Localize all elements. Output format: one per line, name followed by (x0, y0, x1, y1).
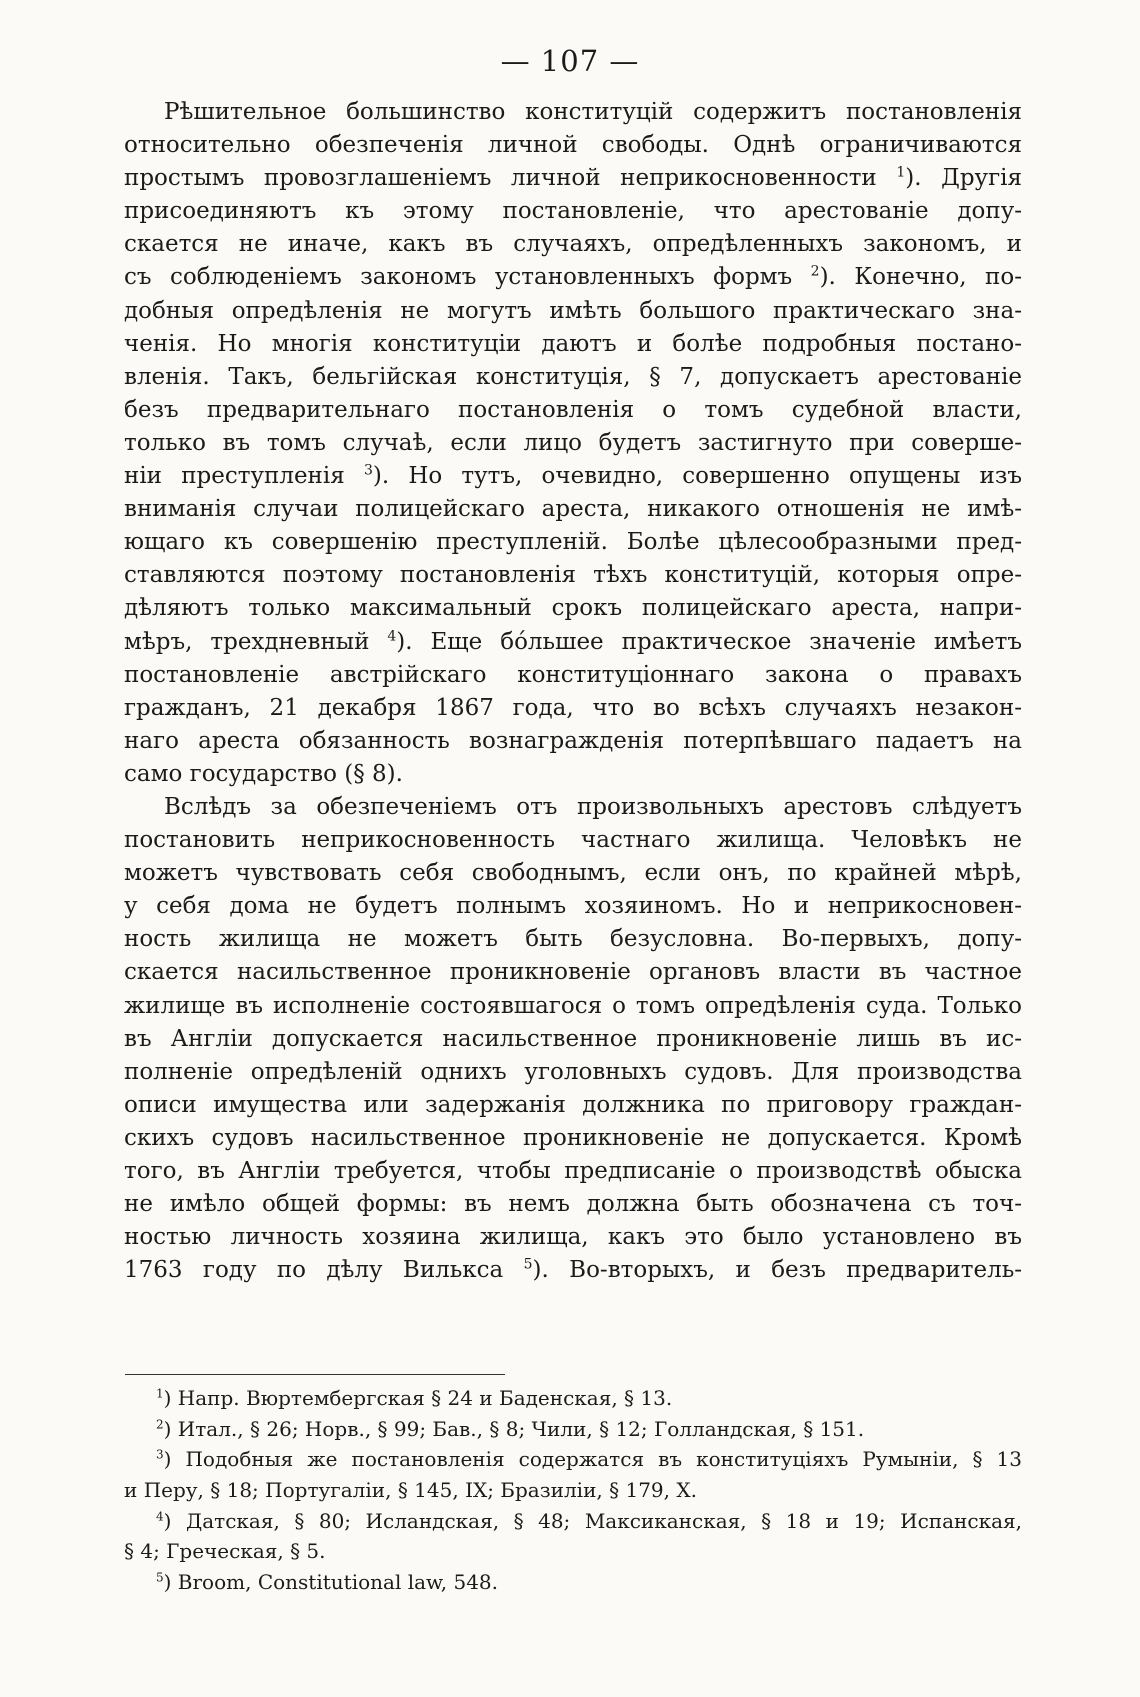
text-line (124, 526, 1022, 559)
footnote-text: ) Broom, Constitutional law, 548. (163, 1570, 499, 1595)
footnote-number: 1 (156, 1386, 164, 1401)
footnote-number: 4 (156, 1509, 164, 1524)
text-segment: Рѣшительное большинство конституцій содержитъ постановленія (164, 99, 1022, 125)
text-segment: постановленіе австрійскаго конституціоннаго закона о правахъ (124, 661, 1022, 688)
text-line (124, 592, 1022, 625)
footnote-text: и Перу, § 18; Португаліи, § 145, IX; Бразиліи, § 179, X. (124, 1478, 697, 1503)
footnote-line (124, 1414, 1022, 1445)
text-segment: ніи преступленія (124, 463, 364, 490)
text-line (124, 1155, 1022, 1188)
text-segment: только въ томъ случаѣ, если лицо будетъ застигнуто при соверше- (124, 429, 1022, 456)
footnote-number: 3 (156, 1447, 164, 1462)
text-line (124, 559, 1022, 592)
text-line (124, 956, 1022, 989)
text-line (124, 129, 1022, 162)
text-segment: скается насильственное проникновеніе органовъ власти въ частное (124, 959, 1022, 986)
text-line (124, 626, 1022, 659)
text-line (124, 427, 1022, 460)
text-segment: вленія. Такъ, бельгійская конституція, § 7, допускаетъ арестованіе (124, 363, 1022, 390)
footnote-separator (125, 1374, 505, 1375)
text-segment: безъ предварительнаго постановленія о томъ судебной власти, (124, 396, 1022, 423)
text-segment: въ Англіи допускается насильственное проникновеніе лишь въ ис- (124, 1025, 1022, 1052)
text-segment: ность жилища не можетъ быть безусловна. Во-первыхъ, допу- (124, 926, 1022, 953)
text-line (124, 857, 1022, 890)
text-line (124, 1089, 1022, 1122)
text-line (124, 328, 1022, 361)
text-segment: ностью личность хозяина жилища, какъ это было установлено въ (124, 1224, 1022, 1251)
footnote-ref: 2 (810, 263, 820, 280)
page-number-header: — 107 — (500, 44, 640, 78)
text-line (124, 96, 1022, 129)
text-line (124, 394, 1022, 427)
text-line (124, 162, 1022, 195)
footnote-ref: 1 (896, 164, 906, 181)
text-line (124, 659, 1022, 692)
text-segment: скихъ судовъ насильственное проникновеніе не допускается. Кромѣ (124, 1124, 1022, 1151)
text-line (124, 1221, 1022, 1254)
footnote-text: ) Напр. Вюртембергская § 24 и Баденская, § 13. (163, 1386, 673, 1410)
text-segment: ченія. Но многія конституціи даютъ и болѣе подробныя постано- (124, 330, 1022, 357)
text-line (124, 261, 1022, 294)
footnote-line (124, 1383, 1022, 1414)
footnote-line (124, 1444, 1022, 1475)
text-line (124, 1188, 1022, 1221)
text-segment: 1763 году по дѣлу Вилькса (124, 1257, 524, 1284)
text-line (124, 791, 1022, 824)
text-line (124, 725, 1022, 758)
text-segment: скается не иначе, какъ въ случаяхъ, опредѣленныхъ закономъ, и (124, 231, 1022, 258)
text-segment: ). Другія (905, 165, 1022, 192)
text-segment: ставляются поэтому постановленія тѣхъ конституцій, которыя опре- (124, 562, 1022, 589)
text-segment: ). Еще бо́льшее практическое значеніе имѣетъ (396, 628, 1022, 655)
text-segment: ). Во-вторыхъ, и безъ предваритель- (532, 1257, 1022, 1284)
text-line (124, 195, 1022, 228)
footnote-number: 2 (156, 1417, 164, 1432)
text-line (124, 361, 1022, 394)
text-line (124, 923, 1022, 956)
text-segment: постановить неприкосновенность частнаго жилища. Человѣкъ не (124, 827, 1022, 854)
text-line (124, 890, 1022, 923)
text-segment: того, въ Англіи требуется, чтобы предписаніе о производствѣ обыска (124, 1158, 1022, 1184)
text-segment: ). Конечно, по- (819, 264, 1022, 291)
text-line (124, 460, 1022, 493)
footnote-ref: 5 (523, 1256, 533, 1273)
text-segment: присоединяютъ къ этому постановленіе, что арестованіе допу- (124, 198, 1022, 225)
footnote-number: 5 (156, 1570, 164, 1585)
text-segment: можетъ чувствовать себя свободнымъ, если онъ, по крайней мѣрѣ, (124, 860, 1022, 887)
text-segment: вниманія случаи полицейскаго ареста, никакого отношенія не имѣ- (124, 496, 1022, 523)
text-segment: ). Но тутъ, очевидно, совершенно опущены изъ (372, 463, 1022, 490)
text-segment: относительно обезпеченія личной свободы. Однѣ ограничиваются (124, 132, 1022, 159)
footnote-line (124, 1567, 1022, 1598)
text-line (124, 1254, 1022, 1287)
text-segment: наго ареста обязанность вознагражденія потерпѣвшаго падаетъ на (124, 727, 1022, 754)
text-segment: мѣръ, трехдневный (124, 628, 388, 655)
footnote-line (124, 1536, 1022, 1567)
text-segment: дѣляютъ только максимальный срокъ полицейскаго ареста, напри- (124, 595, 1022, 622)
main-text (124, 96, 1022, 1287)
text-segment: Вслѣдъ за обезпеченіемъ отъ произвольныхъ арестовъ слѣдуетъ (164, 793, 1022, 820)
footnotes (124, 1383, 1022, 1598)
text-segment: гражданъ, 21 декабря 1867 года, что во всѣхъ случаяхъ незакон- (124, 694, 1022, 721)
text-segment: ющаго къ совершенію преступленій. Болѣе цѣлесообразными пред- (124, 529, 1022, 556)
footnote-ref: 3 (363, 462, 373, 479)
text-segment: полненіе опредѣленій однихъ уголовныхъ судовъ. Для производства (124, 1058, 1022, 1085)
text-line (124, 493, 1022, 526)
footnote-text: ) Подобныя же постановленія содержатся въ конституціяхъ Румыніи, § 13 (163, 1447, 1022, 1472)
footnote-line (124, 1506, 1022, 1537)
text-segment: не имѣло общей формы: въ немъ должна быть обозначена съ точ- (124, 1191, 1022, 1218)
text-segment: добныя опредѣленія не могутъ имѣть большого практическаго зна- (124, 297, 1022, 324)
text-segment: простымъ провозглашеніемъ личной неприкосновенности (124, 165, 897, 192)
footnote-text: ) Итал., § 26; Норв., § 99; Бав., § 8; Чили, § 12; Голландская, § 151. (163, 1416, 865, 1441)
text-segment: жилище въ исполненіе состоявшагося о томъ опредѣленія суда. Только (124, 992, 1022, 1019)
text-line (124, 1122, 1022, 1155)
text-line (124, 758, 1022, 791)
text-segment: у себя дома не будетъ полнымъ хозяиномъ. Но и неприкосновен- (124, 893, 1022, 920)
text-line (124, 1056, 1022, 1089)
footnote-line (124, 1475, 1022, 1506)
text-line (124, 990, 1022, 1023)
text-segment: съ соблюденіемъ закономъ установленныхъ формъ (124, 264, 811, 291)
footnote-text: ) Датская, § 80; Исландская, § 48; Максиканская, § 18 и 19; Испанская, (163, 1508, 1022, 1533)
text-line (124, 295, 1022, 328)
text-line (124, 692, 1022, 725)
text-segment: описи имущества или задержанія должника по приговору граждан- (124, 1091, 1022, 1118)
footnote-ref: 4 (387, 627, 397, 644)
text-line (124, 824, 1022, 857)
text-line (124, 228, 1022, 261)
text-line (124, 1023, 1022, 1056)
footnote-text: § 4; Греческая, § 5. (124, 1539, 326, 1564)
text-segment: само государство (§ 8). (124, 760, 403, 787)
